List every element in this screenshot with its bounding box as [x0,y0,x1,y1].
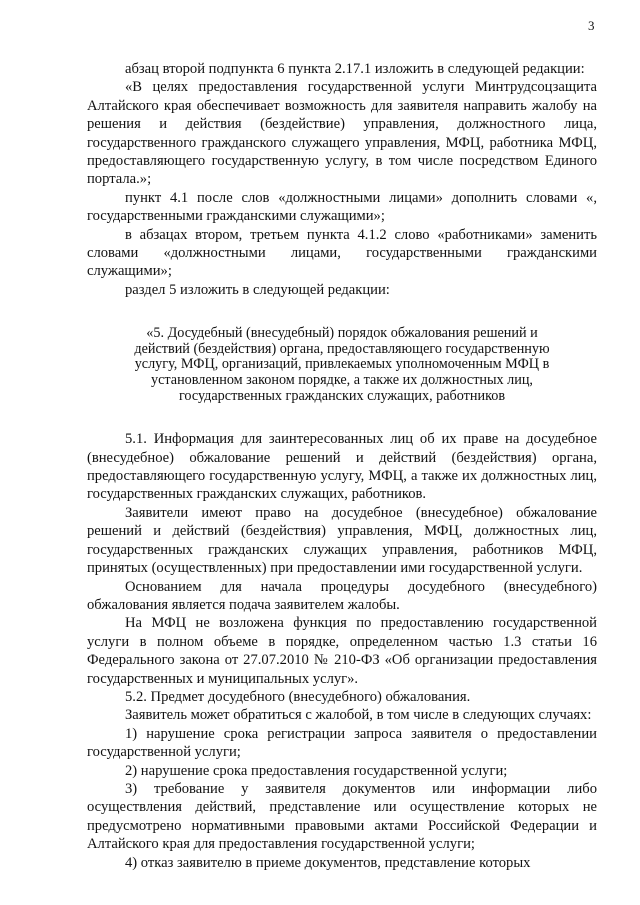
paragraph: в абзацах втором, третьем пункта 4.1.2 слово «работниками» заменить словами «должностными лицами, государственными гражданскими служащими»; [87,226,597,280]
paragraph: «В целях предоставления государственной услуги Минтрудсоцзащита Алтайского края обеспечивает возможность для заявителя направить жалобу на решения и действия (бездействие) управления, должностного лица, государственного гражданского служащего управления, МФЦ, работника МФЦ, предоставляющего государственную услугу, в том числе посредством Единого портала.»; [87,79,597,188]
paragraph: 5.1. Информация для заинтересованных лиц об их праве на досудебное (внесудебное) обжалование решений и действий (бездействия) органа, предоставляющего государственную услугу, МФЦ, а также их должностных лиц, государственных гражданских служащих, работников. [87,431,597,503]
paragraph: 5.2. Предмет досудебного (внесудебного) обжалования. [125,688,471,705]
paragraph: абзац второй подпункта 6 пункта 2.17.1 изложить в следующей редакции: [125,61,585,77]
paragraph: Заявители имеют право на досудебное (внесудебное) обжалование решений и действий (бездействия) управления, МФЦ, должностных лиц, государственных гражданских служащих управления, работников МФЦ, принятых (осуществленных) при предоставлении ими государственной услуги. [87,504,597,577]
list-item: 2) нарушение срока предоставления государственной услуги; [125,762,508,779]
list-item: 3) требование у заявителя документов или информации либо осуществления действий, представление или осуществление которых не предусмотрено нормативными правовыми актами Российской Федерации и Алтайского края для предоставления государственной услуги; [87,780,597,853]
paragraph: Заявитель может обратиться с жалобой, в том числе в следующих случаях: [125,707,592,724]
document-body [87,60,597,872]
list-item: 1) нарушение срока регистрации запроса заявителя о предоставлении государственной услуги; [87,725,597,761]
paragraph: пункт 4.1 после слов «должностными лицами» дополнить словами «, государственными гражданскими служащими»; [87,189,597,225]
section-heading: «5. Досудебный (внесудебный) порядок обжалования решений и действий (бездействия) органа, предоставляющего государственную услугу, МФЦ, организаций, привлекаемых уполномоченным МФЦ в установленном законом порядке, а также их должностных лиц, государственных гражданских служащих, работников [134,325,550,404]
list-item: 4) отказ заявителю в приеме документов, представление которых [125,854,531,871]
page-number: 3 [588,18,595,33]
paragraph: Основанием для начала процедуры досудебного (внесудебного) обжалования является подача заявителем жалобы. [87,578,597,613]
paragraph: На МФЦ не возложена функция по предоставлению государственной услуги в полном объеме в порядке, определенном частью 1.3 статьи 16 Федерального закона от 27.07.2010 № 210-ФЗ «Об организации предоставления государственных и муниципальных услуг». [87,615,597,687]
paragraph: раздел 5 изложить в следующей редакции: [125,281,390,298]
